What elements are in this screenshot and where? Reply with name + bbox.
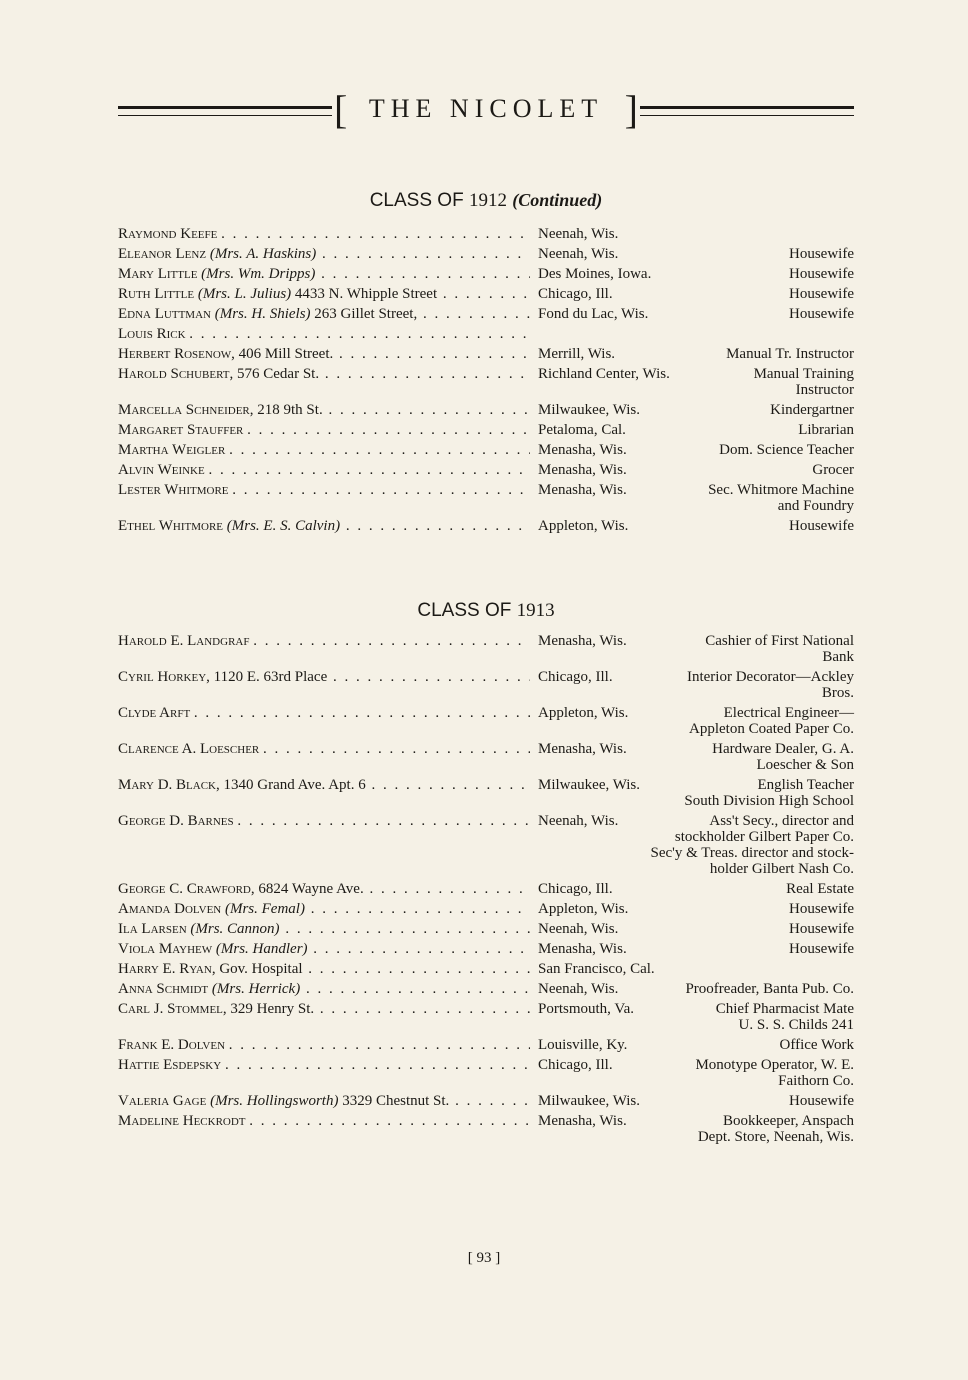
- person-entry: [118, 1001, 530, 1017]
- person-entry: [118, 941, 530, 957]
- list-item: [118, 226, 854, 246]
- person-name: Frank E. Dolven: [118, 1037, 226, 1053]
- person-entry: [118, 366, 530, 382]
- person-detail: (Mrs. Wm. Dripps): [201, 266, 316, 282]
- person-detail: 329 Henry St.: [230, 1001, 315, 1017]
- person-entry: [118, 901, 530, 917]
- person-detail: 576 Cedar St.: [237, 366, 320, 382]
- person-location: Milwaukee, Wis.: [538, 777, 641, 793]
- person-location: Fond du Lac, Wis.: [538, 306, 649, 322]
- person-detail: (Mrs. E. S. Calvin): [226, 518, 341, 534]
- person-occupation: Interior Decorator—Ackley Bros.: [686, 669, 854, 701]
- person-entry: [118, 921, 530, 937]
- person-occupation: Office Work: [779, 1037, 854, 1053]
- person-name: Valeria Gage: [118, 1093, 207, 1109]
- person-name: Edna Luttman: [118, 306, 211, 322]
- person-name: Ruth Little: [118, 286, 195, 302]
- person-detail: 218 9th St.: [257, 402, 323, 418]
- person-entry: [118, 422, 530, 438]
- section-label: CLASS OF: [417, 600, 512, 621]
- list-item: [118, 246, 854, 266]
- person-detail: (Mrs. Handler): [215, 941, 308, 957]
- section-title-1912: [118, 190, 854, 212]
- person-detail: (Mrs. Cannon): [190, 921, 280, 937]
- person-entry: [118, 286, 530, 302]
- list-item: [118, 669, 854, 705]
- person-location: Milwaukee, Wis.: [538, 402, 641, 418]
- person-occupation: Housewife: [789, 1093, 854, 1109]
- list-item: [118, 442, 854, 462]
- person-location: Menasha, Wis.: [538, 941, 627, 957]
- person-location: San Francisco, Cal.: [538, 961, 655, 977]
- list-item: [118, 981, 854, 1001]
- person-entry: [118, 633, 530, 649]
- person-name: Alvin Weinke: [118, 462, 205, 478]
- person-location: Neenah, Wis.: [538, 226, 619, 242]
- person-location: Merrill, Wis.: [538, 346, 616, 362]
- list-item: [118, 286, 854, 306]
- person-detail: (Mrs. A. Haskins): [209, 246, 317, 262]
- list-item: [118, 326, 854, 346]
- person-occupation: Monotype Operator, W. E. Faithorn Co.: [695, 1057, 854, 1089]
- person-entry: [118, 402, 530, 418]
- person-occupation: Real Estate: [786, 881, 854, 897]
- person-location: Chicago, Ill.: [538, 669, 613, 685]
- list-item: [118, 813, 854, 881]
- person-occupation: Manual Tr. Instructor: [726, 346, 854, 362]
- person-location: Menasha, Wis.: [538, 442, 627, 458]
- list-item: [118, 1037, 854, 1057]
- person-occupation: Cashier of First National Bank: [705, 633, 854, 665]
- person-entry: [118, 961, 530, 977]
- list-item: [118, 518, 854, 538]
- person-entry: [118, 246, 530, 262]
- person-entry: [118, 462, 530, 478]
- person-detail: (Mrs. H. Shiels) 263 Gillet Street,: [214, 306, 418, 322]
- person-occupation: Librarian: [798, 422, 854, 438]
- person-location: Neenah, Wis.: [538, 246, 619, 262]
- section-note: (Continued): [512, 190, 603, 210]
- person-location: Des Moines, Iowa.: [538, 266, 652, 282]
- person-detail: (Mrs. Hollingsworth) 3329 Chestnut St.: [210, 1093, 450, 1109]
- person-name: Viola Mayhew: [118, 941, 213, 957]
- person-occupation: Ass't Secy., director and stockholder Gilbert Paper Co. Sec'y & Treas. director and stock- holder Gilbert Nash Co.: [650, 813, 854, 877]
- person-entry: [118, 669, 530, 685]
- person-name: George C. Crawford,: [118, 881, 255, 897]
- person-occupation: Housewife: [789, 266, 854, 282]
- list-item: [118, 1001, 854, 1037]
- page-header: [118, 86, 854, 136]
- person-occupation: Housewife: [789, 306, 854, 322]
- person-name: Anna Schmidt: [118, 981, 209, 997]
- person-location: Chicago, Ill.: [538, 881, 613, 897]
- section-label: CLASS OF: [369, 190, 464, 211]
- person-occupation: Chief Pharmacist Mate U. S. S. Childs 241: [715, 1001, 854, 1033]
- list-item: [118, 1113, 854, 1149]
- list-item: [118, 633, 854, 669]
- person-location: Menasha, Wis.: [538, 462, 627, 478]
- person-entry: [118, 881, 530, 897]
- list-item: [118, 921, 854, 941]
- person-name: Mary D. Black,: [118, 777, 220, 793]
- person-name: Cyril Horkey,: [118, 669, 210, 685]
- person-name: Mary Little: [118, 266, 198, 282]
- list-item: [118, 741, 854, 777]
- list-item: [118, 306, 854, 326]
- person-entry: [118, 306, 530, 322]
- list-item: [118, 366, 854, 402]
- person-entry: [118, 1037, 530, 1053]
- person-occupation: Proofreader, Banta Pub. Co.: [685, 981, 854, 997]
- person-name: Herbert Rosenow,: [118, 346, 235, 362]
- list-item: [118, 266, 854, 286]
- person-entry: [118, 813, 530, 829]
- person-occupation: Dom. Science Teacher: [719, 442, 854, 458]
- person-detail: (Mrs. L. Julius) 4433 N. Whipple Street: [197, 286, 438, 302]
- list-item: [118, 881, 854, 901]
- person-occupation: Kindergartner: [770, 402, 854, 418]
- person-name: Eleanor Lenz: [118, 246, 207, 262]
- person-occupation: Bookkeeper, Anspach Dept. Store, Neenah, Wis.: [697, 1113, 854, 1145]
- person-location: Menasha, Wis.: [538, 482, 627, 498]
- person-name: Clarence A. Loescher: [118, 741, 260, 757]
- person-entry: [118, 1113, 530, 1129]
- person-occupation: Housewife: [789, 246, 854, 262]
- person-occupation: Grocer: [812, 462, 854, 478]
- class-1913-list: [118, 633, 854, 1149]
- person-detail: 1120 E. 63rd Place: [213, 669, 328, 685]
- page-number: [ 93 ]: [467, 1250, 501, 1266]
- person-location: Portsmouth, Va.: [538, 1001, 634, 1017]
- person-detail: (Mrs. Herrick): [211, 981, 301, 997]
- person-entry: [118, 1057, 530, 1073]
- person-entry: [118, 482, 530, 498]
- list-item: [118, 402, 854, 422]
- person-location: Appleton, Wis.: [538, 705, 629, 721]
- person-location: Chicago, Ill.: [538, 1057, 613, 1073]
- section-year: 1913: [516, 600, 555, 621]
- list-item: [118, 1057, 854, 1093]
- header-rule-left: [118, 106, 332, 116]
- person-occupation: Hardware Dealer, G. A. Loescher & Son: [712, 741, 854, 773]
- person-entry: [118, 442, 530, 458]
- person-name: Carl J. Stommel,: [118, 1001, 227, 1017]
- list-item: [118, 901, 854, 921]
- header-rule-right: [640, 106, 854, 116]
- header-bracket-left: [: [334, 87, 348, 132]
- list-item: [118, 482, 854, 518]
- person-occupation: Housewife: [789, 901, 854, 917]
- person-name: Lester Whitmore: [118, 482, 229, 498]
- header-bracket-right: ]: [624, 87, 638, 132]
- section-year: 1912: [468, 190, 507, 211]
- person-name: Raymond Keefe: [118, 226, 218, 242]
- person-location: Menasha, Wis.: [538, 1113, 627, 1129]
- person-location: Neenah, Wis.: [538, 813, 619, 829]
- person-name: Madeline Heckrodt: [118, 1113, 246, 1129]
- person-name: Harold E. Landgraf: [118, 633, 250, 649]
- person-name: Amanda Dolven: [118, 901, 222, 917]
- list-item: [118, 705, 854, 741]
- person-location: Richland Center, Wis.: [538, 366, 670, 382]
- person-entry: [118, 518, 530, 534]
- person-entry: [118, 226, 530, 242]
- person-name: Marcella Schneider,: [118, 402, 254, 418]
- person-name: Louis Rick: [118, 326, 186, 342]
- list-item: [118, 462, 854, 482]
- person-name: George D. Barnes: [118, 813, 234, 829]
- person-entry: [118, 741, 530, 757]
- section-title-1913: [118, 600, 854, 622]
- person-location: Appleton, Wis.: [538, 518, 629, 534]
- person-location: Menasha, Wis.: [538, 741, 627, 757]
- person-location: Milwaukee, Wis.: [538, 1093, 641, 1109]
- person-detail: 406 Mill Street.: [238, 346, 334, 362]
- list-item: [118, 422, 854, 442]
- person-name: Martha Weigler: [118, 442, 226, 458]
- person-name: Harry E. Ryan,: [118, 961, 216, 977]
- list-item: [118, 1093, 854, 1113]
- person-occupation: Housewife: [789, 921, 854, 937]
- person-location: Chicago, Ill.: [538, 286, 613, 302]
- person-location: Neenah, Wis.: [538, 921, 619, 937]
- person-occupation: Sec. Whitmore Machine and Foundry: [708, 482, 854, 514]
- person-name: Ethel Whitmore: [118, 518, 224, 534]
- person-location: Menasha, Wis.: [538, 633, 627, 649]
- person-detail: Gov. Hospital: [219, 961, 303, 977]
- person-name: Ila Larsen: [118, 921, 187, 937]
- list-item: [118, 941, 854, 961]
- person-detail: (Mrs. Femal): [224, 901, 305, 917]
- person-entry: [118, 777, 530, 793]
- person-occupation: Housewife: [789, 941, 854, 957]
- list-item: [118, 346, 854, 366]
- person-entry: [118, 1093, 530, 1109]
- person-entry: [118, 705, 530, 721]
- person-name: Hattie Esdepsky: [118, 1057, 222, 1073]
- class-1912-list: [118, 226, 854, 538]
- person-detail: 6824 Wayne Ave.: [258, 881, 364, 897]
- person-name: Margaret Stauffer: [118, 422, 244, 438]
- person-detail: 1340 Grand Ave. Apt. 6: [223, 777, 366, 793]
- person-entry: [118, 346, 530, 362]
- person-occupation: English Teacher South Division High School: [684, 777, 854, 809]
- person-occupation: Electrical Engineer— Appleton Coated Paper Co.: [689, 705, 854, 737]
- person-name: Harold Schubert,: [118, 366, 234, 382]
- list-item: [118, 777, 854, 813]
- header-title: THE NICOLET: [368, 94, 604, 123]
- person-location: Neenah, Wis.: [538, 981, 619, 997]
- person-entry: [118, 326, 530, 342]
- list-item: [118, 961, 854, 981]
- person-occupation: Housewife: [789, 518, 854, 534]
- person-occupation: Housewife: [789, 286, 854, 302]
- person-occupation: Manual Training Instructor: [753, 366, 854, 398]
- person-entry: [118, 981, 530, 997]
- person-location: Petaloma, Cal.: [538, 422, 626, 438]
- person-name: Clyde Arft: [118, 705, 191, 721]
- person-location: Appleton, Wis.: [538, 901, 629, 917]
- person-entry: [118, 266, 530, 282]
- person-location: Louisville, Ky.: [538, 1037, 628, 1053]
